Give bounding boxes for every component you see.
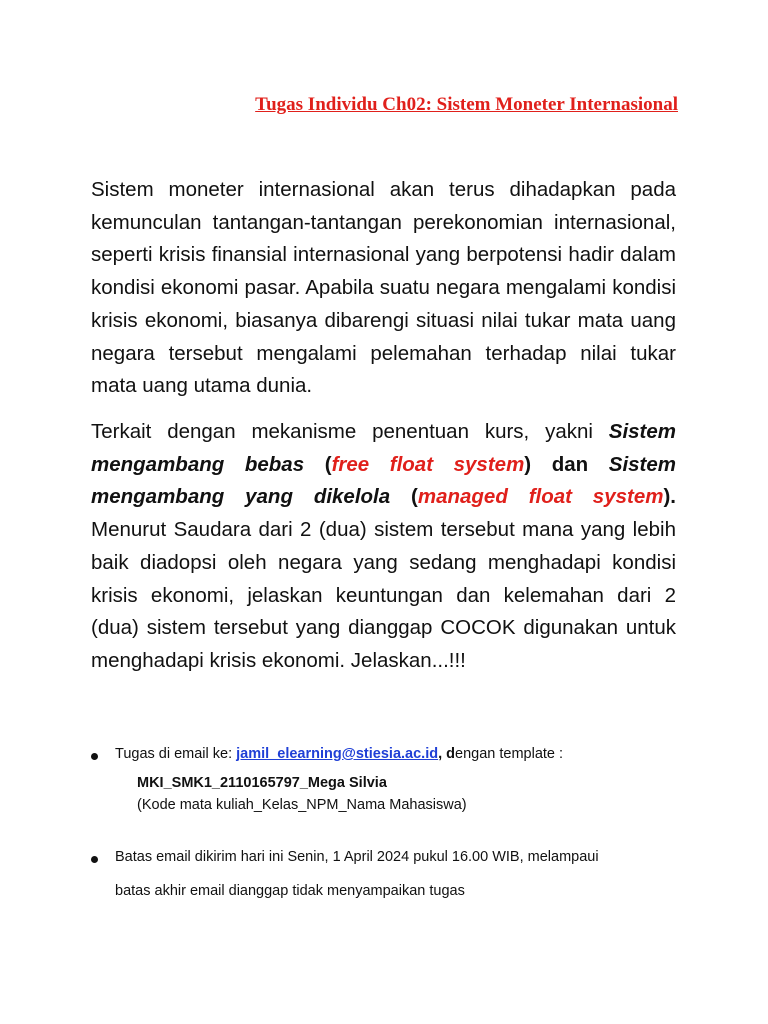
question-intro: Terkait dengan mekanisme penentuan kurs, yakni [91,420,609,443]
open-paren-1: ( [304,452,332,476]
email-line [115,746,563,762]
open-paren-2: ( [390,485,418,509]
question-rest: Menurut Saudara dari 2 (dua) sistem tersebut mana yang lebih baik diadopsi oleh negara yang sedang menghadapi kondisi krisis ekonomi, jelaskan keuntungan dan kelemahan dari 2 (dua) sistem tersebut yang dianggap COCOK digunakan untuk menghadapi krisis ekonomi. Jelaskan...!!! [91,518,676,672]
free-float-english: free float system [331,452,525,476]
template-name: MKI_SMK1_2110165797_Mega Silvia [137,775,387,791]
managed-float-term: Sistem mengambang yang dikelola [91,452,676,509]
managed-float-english: managed float system [417,485,664,509]
free-float-term: Sistem mengambang bebas [91,420,676,476]
template-description: (Kode mata kuliah_Kelas_NPM_Nama Mahasiswa) [137,797,467,813]
close-paren-2: ). [663,485,677,509]
intro-paragraph: Sistem moneter internasional akan terus dihadapkan pada kemunculan tantangan-tantangan perekonomian internasional, seperti krisis finansial internasional yang berpotensi hadir dalam kondisi ekonomi pasar. Apabila suatu negara mengalami kondisi krisis ekonomi, biasanya dibarengi situasi nilai tukar mata uang negara tersebut mengalami pelemahan terhadap nilai tukar mata uang utama dunia. [91,178,676,398]
deadline-line-2: batas akhir email dianggap tidak menyampaikan tugas [115,883,465,899]
bullet-icon [91,856,98,863]
close-paren-1: ) [524,452,532,476]
email-d-letter: d [446,746,456,762]
and-word: dan [531,452,609,476]
document-title: Tugas Individu Ch02: Sistem Moneter Internasional [255,94,678,115]
question-paragraph [91,416,676,678]
bullet-icon [91,753,98,760]
email-prefix: Tugas di email ke: [115,746,237,762]
deadline-line-1: Batas email dikirim hari ini Senin, 1 April 2024 pukul 16.00 WIB, melampaui [115,849,599,865]
email-link[interactable]: jamil_elearning@stiesia.ac.id [236,746,439,762]
email-suffix: engan template : [455,746,564,762]
email-comma: , [438,746,447,762]
